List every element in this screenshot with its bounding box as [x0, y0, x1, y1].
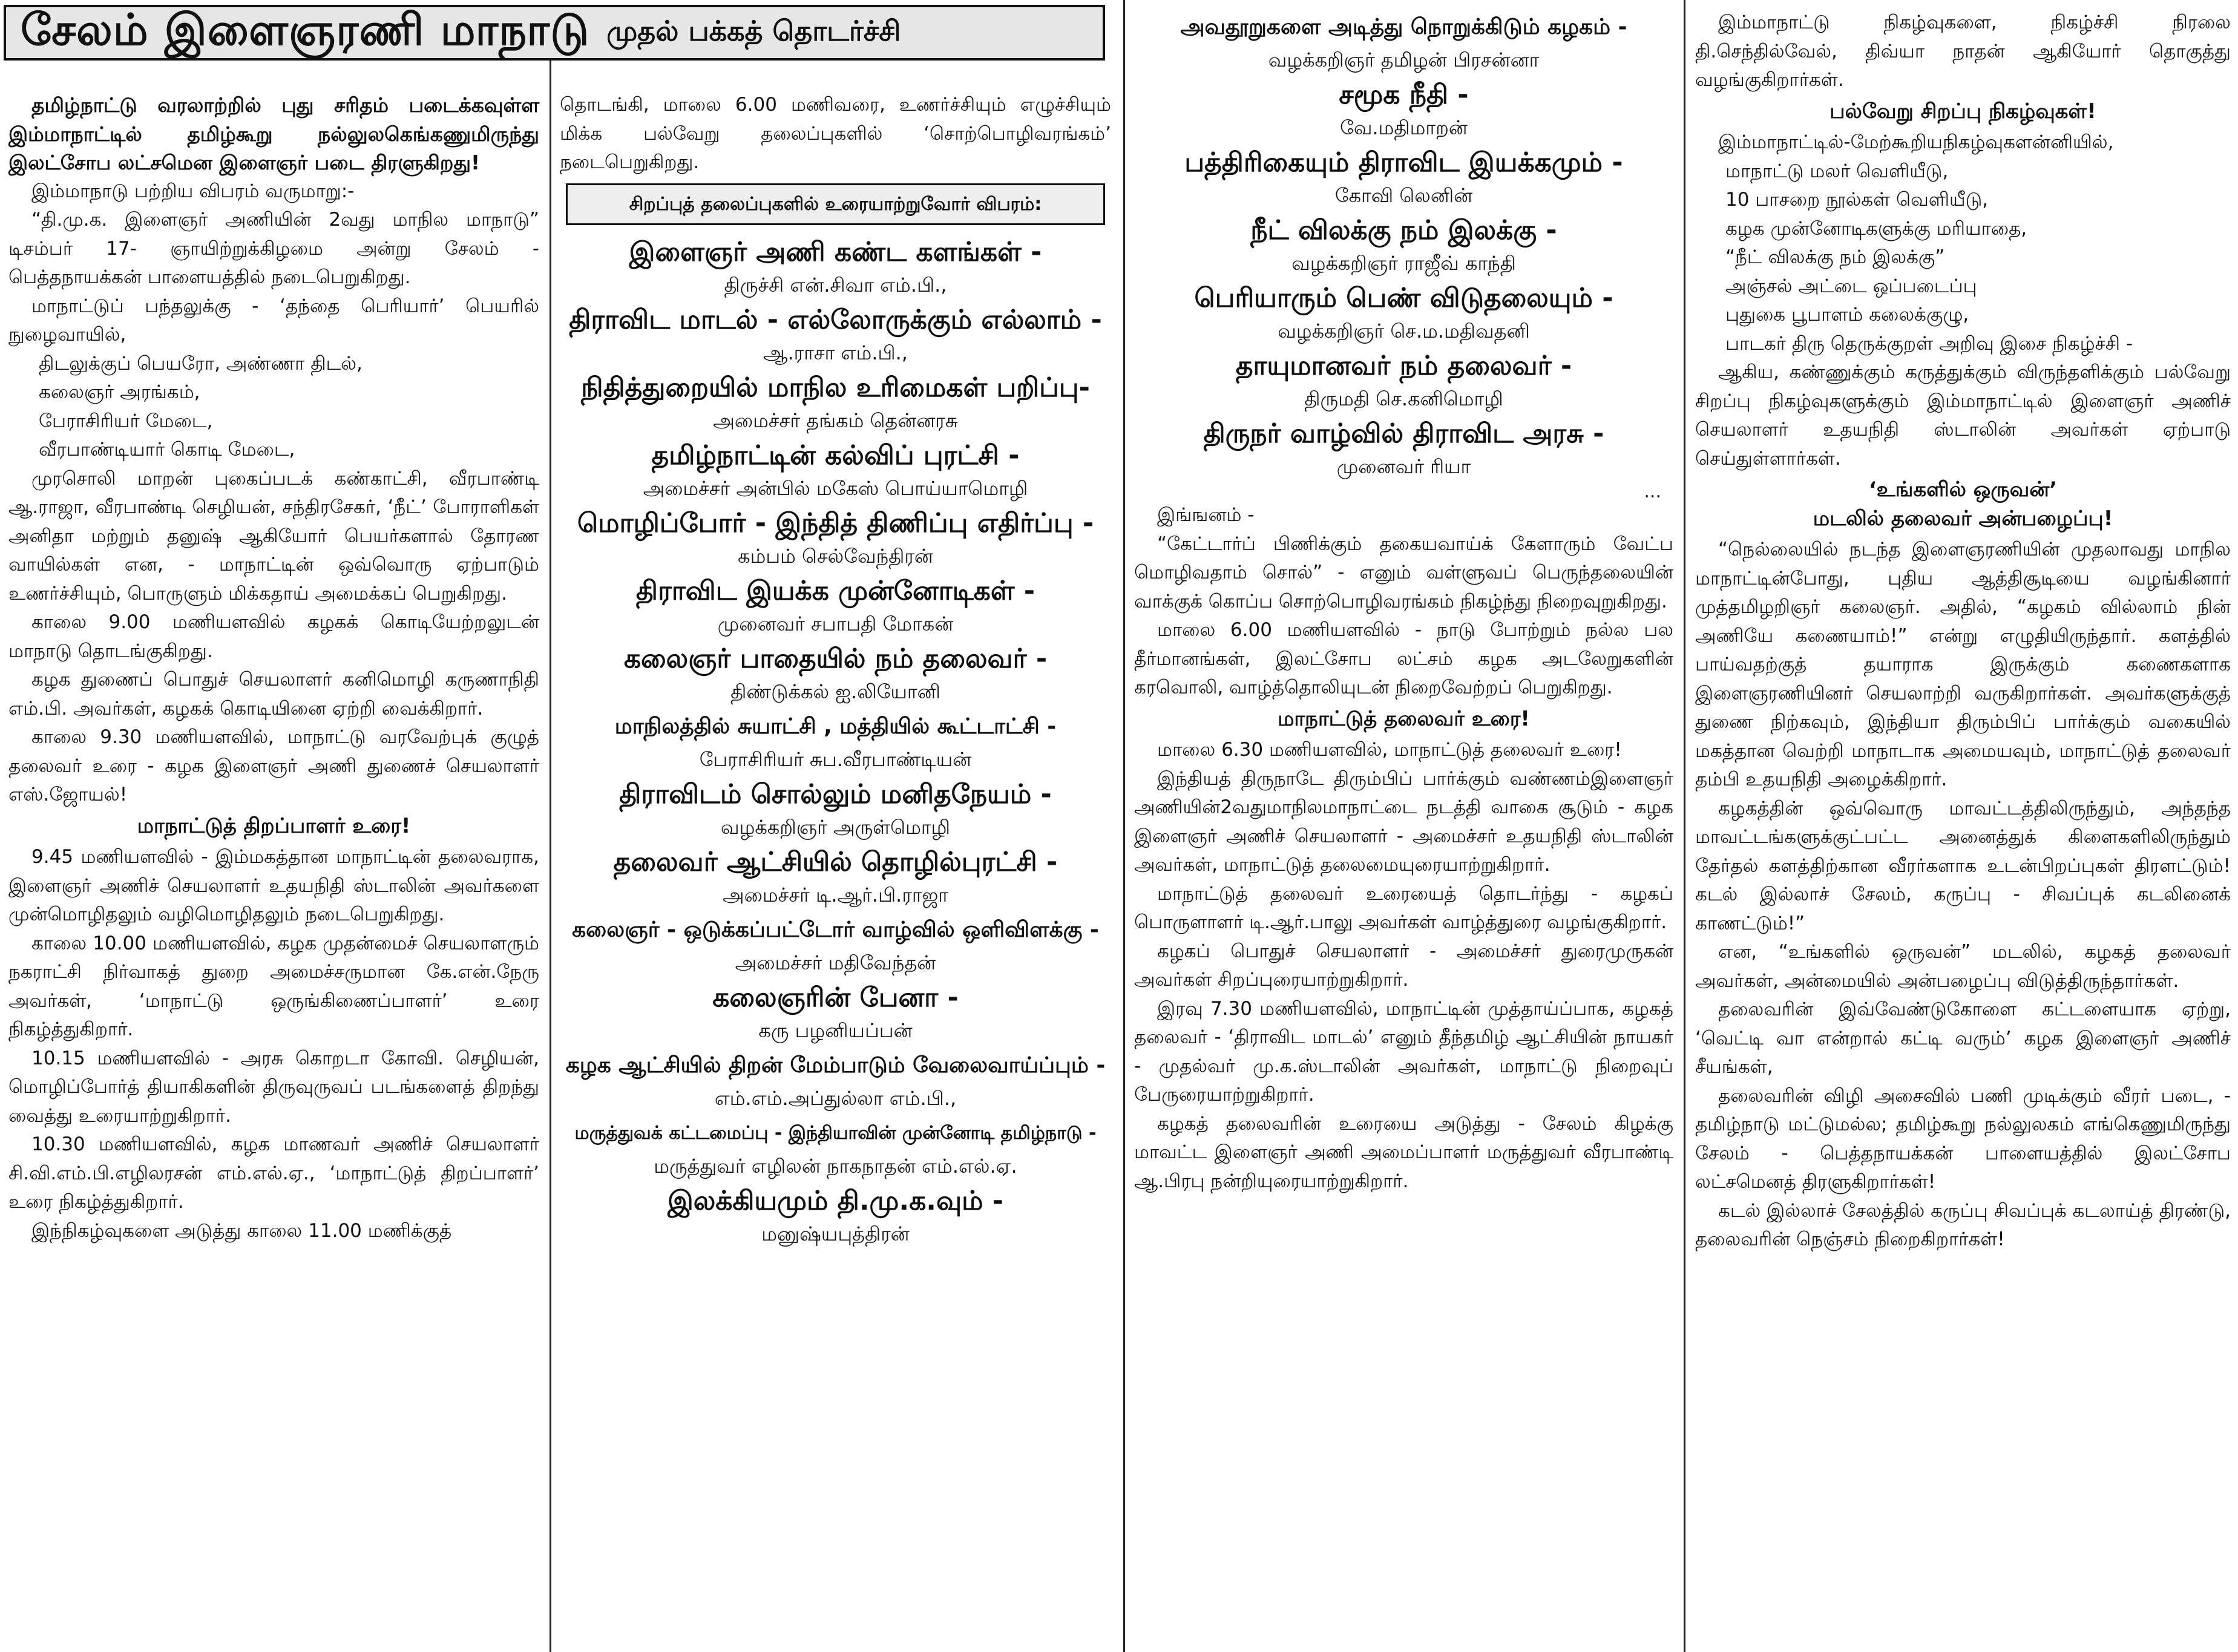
- topic-title: கலைஞரின் பேனா -: [712, 982, 959, 1013]
- topic-speaker: அமைச்சர் அன்பில் மகேஸ் பொய்யாமொழி: [643, 477, 1028, 500]
- paragraph: கழகத்தின் ஒவ்வொரு மாவட்டத்திலிருந்தும், அந்தந்த மாவட்டங்களுக்குட்பட்ட அனைத்துக் கிளைகளிலிருந்தும் தேர்தல் களத்திற்கான வீரர்களாக உடன்பிறப்புகள் திரளட்டும்! கடல் இல்லாச் சேலம், கருப்பு - சிவப்புக் கடலினைக் காணட்டும்!”: [1695, 797, 2231, 934]
- topic-speaker: முனைவர் சபாபதி மோகன்: [717, 612, 954, 635]
- topic-speaker: வழக்கறிஞர் அருள்மொழி: [720, 816, 951, 839]
- paragraph: கழக துணைப் பொதுச் செயலாளர் கனிமொழி கருணாநிதி எம்.பி. அவர்கள், கழகக் கொடியினை ஏற்றி வைக்கிறார்.: [8, 669, 539, 719]
- column-1: [0, 0, 548, 1652]
- topic-title: அவதூறுகளை அடித்து நொறுக்கிடும் கழகம் -: [1180, 15, 1627, 39]
- paragraph: என, “உங்களில் ஒருவன்” மடலில், கழகத் தலைவர் அவர்கள், அன்மையில் அன்பழைப்பு விடுத்திருந்தார்கள்.: [1695, 941, 2231, 992]
- paragraph: “கேட்டார்ப் பிணிக்கும் தகையவாய்க் கேளாரும் வேட்ப மொழிவதாம் சொல்” - எனும் வள்ளுவப் பெருந்தலையின் வாக்குக் கொப்ப சொற்பொழிவரங்கம் நிகழ்ந்து நிறைவுறுகிறது.: [1134, 533, 1673, 612]
- paragraph: காலை 10.00 மணியளவில், கழக முதன்மைச் செயலாளரும் நகராட்சி நிர்வாகத் துறை அமைச்சருமான கே.என்.நேரு அவர்கள், ‘மாநாட்டு ஒருங்கிணைப்பாளர்’ உரை நிகழ்த்துகிறார்.: [8, 932, 539, 1040]
- list-item: திடலுக்குப் பெயரோ, அண்ணா திடல்,: [39, 352, 363, 375]
- topic-speaker: அமைச்சர் மதிவேந்தன்: [735, 951, 936, 974]
- topic-title: நிதித்துறையில் மாநில உரிமைகள் பறிப்பு-: [581, 372, 1090, 403]
- list-item: கலைஞர் அரங்கம்,: [39, 381, 200, 403]
- speech-topic: [560, 234, 1111, 299]
- paragraph: மாநாட்டுப் பந்தலுக்கு - ‘தந்தை பெரியார்’ பெயரில் நுழைவாயில்,: [8, 295, 539, 346]
- list-item: அஞ்சல் அட்டை ஒப்படைப்பு: [1725, 275, 1977, 297]
- banner-subtitle: முதல் பக்கத் தொடர்ச்சி: [606, 14, 901, 47]
- topic-title: சமூக நீதி -: [1339, 79, 1469, 110]
- list-item: “நீட் விலக்கு நம் இலக்கு”: [1725, 246, 1945, 268]
- topic-speaker: முனைவர் ரியா: [1336, 455, 1471, 478]
- paragraph: “நெல்லையில் நடந்த இளைஞரணியின் முதலாவது மாநில மாநாட்டின்போது, புதிய ஆத்திசூடியை வழங்கினார் முத்தமிழறிஞர் கலைஞர். அதில், “கழகம் வில்லாம் நின் அணியே கணையாம்!” என்று எழுதியிருந்தார். களத்தில் பாய்வதற்குத் தயாராக இருக்கும் கணைகளாக இளைஞரணியினர் செயலாற்றி வருகிறார்கள். அவர்களுக்குத் துணை நிற்கவும், இந்தியா திரும்பிப் பார்க்கும் வகையில் மகத்தான வெற்றி மாநாடாக அமையவும், மாநாட்டுத் தலைவர் தம்பி உதயநிதி அழைக்கிறார்.: [1695, 539, 2231, 790]
- paragraph: “தி.மு.க. இளைஞர் அணியின் 2வது மாநில மாநாடு” டிசம்பர் 17- ஞாயிற்றுக்கிழமை அன்று சேலம் - பெத்தநாயக்கன் பாளையத்தில் நடைபெறுகிறது.: [8, 209, 539, 288]
- list-item: மாநாட்டு மலர் வெளியீடு,: [1725, 160, 1949, 182]
- speech-topic: [560, 1115, 1111, 1180]
- topic-title: இலக்கியமும் தி.மு.க.வும் -: [667, 1185, 1004, 1216]
- list-item: பேராசிரியர் மேடை,: [39, 410, 213, 432]
- speech-topic: [560, 844, 1111, 909]
- paragraph: தொடங்கி, மாலை 6.00 மணிவரை, உணர்ச்சியும் எழுச்சியும் மிக்க பல்வேறு தலைப்புகளில் ‘சொற்பொழிவரங்கம்’ நடைபெறுகிறது.: [560, 94, 1111, 173]
- paragraph: கழகப் பொதுச் செயலாளர் - அமைச்சர் துரைமுருகன் அவர்கள் சிறப்புரையாற்றுகிறார்.: [1134, 940, 1673, 991]
- list-item: கழக முன்னோடிகளுக்கு மரியாதை,: [1725, 217, 2027, 240]
- topic-speaker: கரு பழனியப்பன்: [758, 1019, 913, 1042]
- column-rule: [1684, 0, 1685, 1652]
- topic-title: மொழிப்போர் - இந்தித் திணிப்பு எதிர்ப்பு -: [577, 508, 1094, 539]
- speech-topic: [560, 505, 1111, 570]
- topic-speaker: பேராசிரியர் சுப.வீரபாண்டியன்: [699, 748, 972, 771]
- speech-topic: [560, 369, 1111, 434]
- topic-speaker: வழக்கறிஞர் தமிழன் பிரசன்னா: [1268, 48, 1540, 71]
- speech-topic: [1134, 144, 1673, 209]
- speech-topic: [560, 911, 1111, 977]
- speech-topic: [1134, 347, 1673, 413]
- lead-paragraph: தமிழ்நாட்டு வரலாற்றில் புது சரிதம் படைக்கவுள்ள இம்மாநாட்டில் தமிழ்கூறு நல்லுலகெங்கணுமிருந்து இலட்சோப லட்சமென இளைஞர் படை திரளுகிறது!: [8, 93, 539, 174]
- topic-speaker: திருமதி செ.கனிமொழி: [1304, 387, 1503, 410]
- paragraph: தலைவரின் விழி அசைவில் பணி முடிக்கும் வீரர் படை, - தமிழ்நாடு மட்டுமல்ல; தமிழ்கூறு நல்லுலகம் எங்கெணுமிருந்து சேலம் - பெத்தநாயக்கன் பாளையத்தில் இலட்சோப லட்சமெனத் திரளுகிறார்கள்!: [1695, 1084, 2231, 1193]
- speech-topic: [1134, 212, 1673, 277]
- topic-speaker: மருத்துவர் எழிலன் நாகநாதன் எம்.எல்.ஏ.: [654, 1155, 1017, 1178]
- paragraph: 10.30 மணியளவில், கழக மாணவர் அணிச் செயலாளர் சி.வி.எம்.பி.எழிலரசன் எம்.எல்.ஏ., ‘மாநாட்டுத் திறப்பாளர்’ உரை நிகழ்த்துகிறார்.: [8, 1133, 539, 1213]
- topic-title: திராவிடம் சொல்லும் மனிதநேயம் -: [619, 779, 1052, 810]
- paragraph: ஆகிய, கண்ணுக்கும் கருத்துக்கும் விருந்தளிக்கும் பல்வேறு சிறப்பு நிகழ்வுகளுக்கும் இம்மாநாட்டில் இளைஞர் அணிச் செயலாளர் உதயநிதி ஸ்டாலின் அவர்கள் ஏற்பாடு செய்துள்ளார்கள்.: [1695, 361, 2231, 470]
- column-3: [1127, 0, 1681, 1652]
- topic-title: தமிழ்நாட்டின் கல்விப் புரட்சி -: [651, 440, 1020, 471]
- topic-title: பெரியாரும் பெண் விடுதலையும் -: [1194, 283, 1613, 313]
- paragraph: இந்நிகழ்வுகளை அடுத்து காலை 11.00 மணிக்குத்: [31, 1219, 452, 1242]
- section-heading: மாநாட்டுத் திறப்பாளர் உரை!: [137, 813, 411, 838]
- speech-topic: [560, 1047, 1111, 1112]
- paragraph: மாலை 6.00 மணியளவில் - நாடு போற்றும் நல்ல பல தீர்மானங்கள், இலட்சோப லட்சம் கழக அடலேறுகளின் கரவொலி, வாழ்த்தொலியுடன் நிறைவேற்றப் பெறுகிறது.: [1134, 619, 1673, 698]
- topic-title: திராவிட இயக்க முன்னோடிகள் -: [635, 575, 1035, 606]
- topic-speaker: ஆ.ராசா எம்.பி.,: [763, 341, 908, 364]
- paragraph: இம்மாநாடு பற்றிய விபரம் வருமாறு:-: [31, 180, 355, 202]
- section-heading: ‘உங்களில் ஒருவன்’: [1868, 477, 2058, 502]
- topic-speaker: திண்டுக்கல் ஐ.லியோனி: [730, 680, 940, 703]
- speech-topic: [1134, 280, 1673, 345]
- speech-topic: [560, 437, 1111, 502]
- speech-topic: [1134, 76, 1673, 142]
- paragraph: மாநாட்டுத் தலைவர் உரையைத் தொடர்ந்து - கழகப் பொருளாளர் டி.ஆர்.பாலு அவர்கள் வாழ்த்துரை வழங்குகிறார்.: [1134, 882, 1673, 933]
- banner-title: சேலம் இளைஞரணி மாநாடு: [21, 5, 590, 55]
- section-heading: மடலில் தலைவர் அன்பழைப்பு!: [1813, 506, 2113, 531]
- topic-speaker: மனுஷ்யபுத்திரன்: [761, 1222, 910, 1245]
- speech-topic: [560, 708, 1111, 773]
- paragraph: தலைவரின் இவ்வேண்டுகோளை கட்டளையாக ஏற்று, ‘வெட்டி வா என்றால் கட்டி வரும்’ கழக இளைஞர் அணிச் சீயங்கள்,: [1695, 998, 2231, 1078]
- topic-speaker: வே.மதிமாறன்: [1340, 116, 1468, 139]
- speech-topic: [560, 1182, 1111, 1248]
- column-4: [1687, 0, 2238, 1652]
- column-rule: [1123, 0, 1125, 1652]
- topic-speaker: வழக்கறிஞர் ராஜீவ் காந்தி: [1291, 252, 1516, 275]
- paragraph: இரவு 7.30 மணியளவில், மாநாட்டின் முத்தாய்ப்பாக, கழகத் தலைவர் - ‘திராவிட மாடல்’ எனும் தீந்தமிழ் ஆட்சியின் நாயகர் - முதல்வர் மு.க.ஸ்டாலின் அவர்கள், மாநாட்டு நிறைவுப் பேருரையாற்றுகிறார்.: [1134, 997, 1673, 1106]
- column-rule: [550, 61, 551, 1652]
- topic-speaker: கம்பம் செல்வேந்திரன்: [738, 545, 933, 568]
- topic-title: கலைஞர் - ஒடுக்கப்பட்டோர் வாழ்வில் ஒளிவிளக்கு -: [572, 917, 1099, 942]
- topic-title: நீட் விலக்கு நம் இலக்கு -: [1250, 215, 1557, 246]
- speech-topic: [560, 572, 1111, 638]
- speakers-box-heading: சிறப்புத் தலைப்புகளில் உரையாற்றுவோர் விபரம்:: [566, 183, 1105, 226]
- speech-topic: [560, 776, 1111, 841]
- topic-speaker: எம்.எம்.அப்துல்லா எம்.பி.,: [714, 1087, 957, 1110]
- topic-speaker: கோவி லெனின்: [1334, 184, 1473, 207]
- section-heading: மாநாட்டுத் தலைவர் உரை!: [1278, 706, 1530, 731]
- topic-title: தாயுமானவர் நம் தலைவர் -: [1235, 350, 1572, 381]
- paragraph: இங்ஙனம் -: [1157, 504, 1255, 526]
- list-item: பாடகர் திரு தெருக்குறள் அறிவு இசை நிகழ்ச்சி -: [1725, 332, 2133, 355]
- topic-title: கலைஞர் பாதையில் நம் தலைவர் -: [623, 643, 1048, 674]
- topic-title: இளைஞர் அணி கண்ட களங்கள் -: [629, 237, 1042, 267]
- paragraph: 10.15 மணியளவில் - அரசு கொறடா கோவி. செழியன், மொழிப்போர்த் தியாகிகளின் திருவுருவப் படங்களைத் திறந்து வைத்து உரையாற்றுகிறார்.: [8, 1047, 539, 1127]
- topic-title: கழக ஆட்சியில் திறன் மேம்பாடும் வேலைவாய்ப்பும் -: [565, 1053, 1106, 1078]
- topic-title: தலைவர் ஆட்சியில் தொழில்புரட்சி -: [613, 847, 1058, 877]
- topic-title: மாநிலத்தில் சுயாட்சி , மத்தியில் கூட்டாட்சி -: [614, 714, 1057, 739]
- list-item: வீரபாண்டியார் கொடி மேடை,: [39, 439, 295, 461]
- paragraph: கடல் இல்லாச் சேலத்தில் கருப்பு சிவப்புக் கடலாய்த் திரண்டு, தலைவரின் நெஞ்சம் நிறைகிறார்கள்!: [1695, 1199, 2231, 1250]
- topic-speaker: திருச்சி என்.சிவா எம்.பி.,: [724, 274, 947, 297]
- paragraph: மாலை 6.30 மணியளவில், மாநாட்டுத் தலைவர் உரை!: [1157, 739, 1622, 761]
- paragraph: இம்மாநாட்டு நிகழ்வுகளை, நிகழ்ச்சி நிரலை தி.செந்தில்வேல், திவ்யா நாதன் ஆகியோர் தொகுத்து வழங்குகிறார்கள்.: [1695, 11, 2231, 91]
- topic-speaker: அமைச்சர் தங்கம் தென்னரசு: [713, 409, 958, 432]
- topic-title: திராவிட மாடல் - எல்லோருக்கும் எல்லாம் -: [569, 304, 1102, 335]
- speech-topic: [1134, 8, 1673, 74]
- topic-speaker: அமைச்சர் டி.ஆர்.பி.ராஜா: [723, 883, 948, 906]
- paragraph: இம்மாநாட்டில்-மேற்கூறியநிகழ்வுகளன்னியில்,: [1718, 131, 2114, 153]
- topic-title: மருத்துவக் கட்டமைப்பு - இந்தியாவின் முன்னோடி தமிழ்நாடு -: [574, 1123, 1097, 1144]
- paragraph: காலை 9.00 மணியளவில் கழகக் கொடியேற்றலுடன் மாநாடு தொடங்குகிறது.: [8, 611, 539, 662]
- column-2: [553, 0, 1118, 1652]
- speech-topic: [560, 979, 1111, 1044]
- section-heading: பல்வேறு சிறப்பு நிகழ்வுகள்!: [1829, 99, 2096, 123]
- paragraph: இந்தியத் திருநாடே திரும்பிப் பார்க்கும் வண்ணம்இளைஞர் அணியின்2வதுமாநிலமாநாட்டை நடத்தி வாகை சூடும் - கழக இளைஞர் அணிச் செயலாளர் - அமைச்சர் உதயநிதி ஸ்டாலின் அவர்கள், மாநாட்டுத் தலைமையுரையாற்றுகிறார்.: [1134, 767, 1673, 876]
- paragraph: காலை 9.30 மணியளவில், மாநாட்டு வரவேற்புக் குழுத் தலைவர் உரை - கழக இளைஞர் அணி துணைச் செயலாளர் எஸ்.ஜோயல்!: [8, 726, 539, 805]
- speech-topic: [1134, 415, 1673, 480]
- paragraph: 9.45 மணியளவில் - இம்மகத்தான மாநாட்டின் தலைவராக, இளைஞர் அணிச் செயலாளர் உதயநிதி ஸ்டாலின் அவர்களை முன்மொழிதலும் வழிமொழிதலும் நடைபெறுகிறது.: [8, 846, 539, 925]
- ellipsis: ...: [1644, 481, 1661, 502]
- paragraph: கழகத் தலைவரின் உரையை அடுத்து - சேலம் கிழக்கு மாவட்ட இளைஞர் அணி அமைப்பாளர் மருத்துவர் வீரபாண்டி ஆ.பிரபு நன்றியுரையாற்றுகிறார்.: [1134, 1112, 1673, 1192]
- topic-title: பத்திரிகையும் திராவிட இயக்கமும் -: [1184, 147, 1623, 178]
- list-item: 10 பாசறை நூல்கள் வெளியீடு,: [1725, 189, 1989, 211]
- list-item: புதுகை பூபாளம் கலைக்குழு,: [1725, 304, 1969, 326]
- topic-title: திருநர் வாழ்வில் திராவிட அரசு -: [1203, 418, 1604, 449]
- paragraph: முரசொலி மாறன் புகைப்படக் கண்காட்சி, வீரபாண்டி ஆ.ராஜா, வீரபாண்டி செழியன், சந்திரசேகர், ‘நீட்’ போராளிகள் அனிதா மற்றும் தனுஷ் ஆகியோர் பெயர்களால் தோரண வாயில்கள் என, - மாநாட்டின் ஒவ்வொரு ஏற்பாடும் உணர்ச்சியும், பொருளும் மிக்கதாய் அமைக்கப் பெறுகிறது.: [8, 467, 539, 605]
- speech-topic: [560, 640, 1111, 706]
- topic-speaker: வழக்கறிஞர் செ.ம.மதிவதனி: [1278, 320, 1530, 343]
- speech-topic: [560, 301, 1111, 367]
